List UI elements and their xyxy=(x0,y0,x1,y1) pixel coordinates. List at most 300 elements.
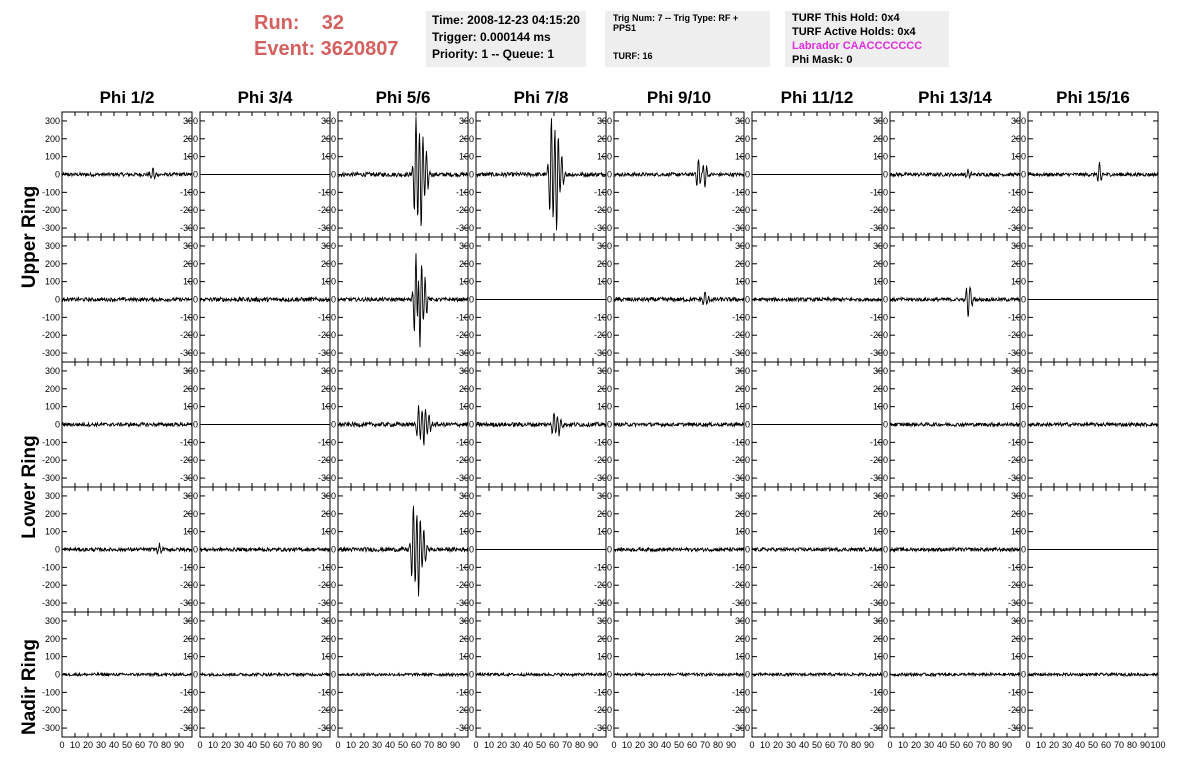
y-tick-label: 200 xyxy=(872,133,888,144)
y-tick-label: -300 xyxy=(179,348,198,359)
y-tick-label: 300 xyxy=(458,615,474,626)
x-tick-label: 60 xyxy=(962,740,974,750)
y-tick-label: -300 xyxy=(731,473,750,484)
y-tick-label: 200 xyxy=(320,133,336,144)
trigger-label: Trigger: 0.000144 ms xyxy=(432,30,551,44)
x-tick-label: 50 xyxy=(121,740,133,750)
y-tick-label: -100 xyxy=(41,687,60,698)
y-tick-label: 300 xyxy=(44,240,60,251)
y-tick-label: 100 xyxy=(734,151,750,162)
waveform-trace xyxy=(62,673,192,676)
y-tick-label: -300 xyxy=(869,723,888,734)
y-tick-label: -100 xyxy=(731,437,750,448)
phi-header: Phi 15/16 xyxy=(1056,88,1130,107)
x-tick-label: 30 xyxy=(1061,740,1073,750)
y-tick-label: -300 xyxy=(593,723,612,734)
y-tick-label: 300 xyxy=(182,490,198,501)
y-tick-label: 300 xyxy=(458,490,474,501)
y-tick-label: 200 xyxy=(596,633,612,644)
y-tick-label: -200 xyxy=(593,205,612,216)
y-tick-label: 300 xyxy=(1010,240,1026,251)
waveform-trace xyxy=(200,548,330,552)
y-tick-label: 300 xyxy=(1010,365,1026,376)
x-tick-label: 10 xyxy=(621,740,633,750)
y-tick-label: -100 xyxy=(179,312,198,323)
x-tick-label: 20 xyxy=(496,740,508,750)
y-tick-label: 100 xyxy=(182,651,198,662)
y-tick-label: -100 xyxy=(1007,562,1026,573)
y-tick-label: -100 xyxy=(593,187,612,198)
y-tick-label: -100 xyxy=(593,437,612,448)
y-tick-label: -100 xyxy=(593,312,612,323)
y-tick-label: 300 xyxy=(182,615,198,626)
y-tick-label: -200 xyxy=(317,705,336,716)
y-tick-label: -200 xyxy=(593,330,612,341)
y-tick-label: -200 xyxy=(1007,330,1026,341)
y-tick-label: 200 xyxy=(1010,508,1026,519)
x-tick-label: 90 xyxy=(1001,740,1013,750)
y-tick-label: 0 xyxy=(468,294,474,305)
y-tick-label: -100 xyxy=(179,687,198,698)
x-tick-label: 80 xyxy=(712,740,724,750)
y-tick-label: -200 xyxy=(731,705,750,716)
x-tick-label: 60 xyxy=(134,740,146,750)
y-tick-label: -100 xyxy=(455,187,474,198)
x-tick-label: 10 xyxy=(1035,740,1047,750)
y-tick-label: -300 xyxy=(731,723,750,734)
y-tick-label: 100 xyxy=(320,651,336,662)
y-tick-label: 300 xyxy=(44,490,60,501)
y-tick-label: -200 xyxy=(869,330,888,341)
y-tick-label: 200 xyxy=(596,258,612,269)
y-tick-label: 100 xyxy=(458,526,474,537)
phi-mask-label: Phi Mask: 0 xyxy=(792,54,853,66)
waveform-trace xyxy=(200,673,330,676)
y-tick-label: 0 xyxy=(1020,419,1026,430)
y-tick-label: 0 xyxy=(330,294,336,305)
x-tick-label: 20 xyxy=(82,740,94,750)
y-tick-label: 200 xyxy=(182,258,198,269)
x-tick-label: 70 xyxy=(1113,740,1125,750)
y-tick-label: 200 xyxy=(872,633,888,644)
y-tick-label: -100 xyxy=(455,687,474,698)
y-tick-label: -100 xyxy=(731,312,750,323)
x-tick-label: 40 xyxy=(1074,740,1086,750)
y-tick-label: 300 xyxy=(596,115,612,126)
x-tick-label: 0 xyxy=(197,740,203,750)
y-tick-label: -200 xyxy=(869,705,888,716)
x-tick-label: 60 xyxy=(272,740,284,750)
y-tick-label: 0 xyxy=(744,419,750,430)
y-tick-label: 200 xyxy=(320,383,336,394)
y-tick-label: 100 xyxy=(596,651,612,662)
x-tick-label: 30 xyxy=(95,740,107,750)
y-tick-label: 100 xyxy=(734,401,750,412)
y-tick-label: 100 xyxy=(182,151,198,162)
y-tick-label: -200 xyxy=(41,580,60,591)
y-tick-label: -300 xyxy=(179,723,198,734)
x-tick-label: 50 xyxy=(535,740,547,750)
y-tick-label: 0 xyxy=(882,294,888,305)
priority-label: Priority: 1 -- Queue: 1 xyxy=(432,47,555,61)
y-tick-label: 200 xyxy=(734,383,750,394)
y-tick-label: 0 xyxy=(192,294,198,305)
y-tick-label: 100 xyxy=(872,151,888,162)
y-tick-label: 0 xyxy=(54,544,60,555)
y-tick-label: 200 xyxy=(734,133,750,144)
y-tick-label: -300 xyxy=(869,598,888,609)
y-tick-label: 0 xyxy=(1020,169,1026,180)
turf-active-label: TURF Active Holds: 0x4 xyxy=(792,26,916,38)
y-tick-label: 100 xyxy=(458,151,474,162)
y-tick-label: -300 xyxy=(1007,223,1026,234)
y-tick-label: -100 xyxy=(869,312,888,323)
y-tick-label: -300 xyxy=(731,348,750,359)
y-tick-label: -100 xyxy=(455,312,474,323)
y-tick-label: -200 xyxy=(179,455,198,466)
x-tick-label: 50 xyxy=(673,740,685,750)
y-tick-label: 0 xyxy=(606,544,612,555)
y-tick-label: -100 xyxy=(455,437,474,448)
y-tick-label: -100 xyxy=(179,187,198,198)
waveform-trace xyxy=(890,548,1020,552)
y-tick-label: 100 xyxy=(734,651,750,662)
trig-num-label: Trig Num: 7 -- Trig Type: RF + PPS1 xyxy=(613,13,739,33)
y-tick-label: 300 xyxy=(596,615,612,626)
phi-header: Phi 11/12 xyxy=(780,88,854,107)
y-tick-label: -300 xyxy=(455,598,474,609)
y-tick-label: 100 xyxy=(182,276,198,287)
y-tick-label: -100 xyxy=(869,437,888,448)
y-tick-label: 300 xyxy=(320,115,336,126)
y-tick-label: -300 xyxy=(41,473,60,484)
y-tick-label: 0 xyxy=(882,669,888,680)
y-tick-label: -300 xyxy=(1007,473,1026,484)
y-tick-label: -200 xyxy=(869,580,888,591)
y-tick-label: 100 xyxy=(1010,526,1026,537)
x-tick-label: 80 xyxy=(1126,740,1138,750)
waveform-trace xyxy=(890,673,1020,676)
x-tick-label: 0 xyxy=(59,740,65,750)
y-tick-label: 100 xyxy=(1010,401,1026,412)
y-tick-label: 200 xyxy=(872,508,888,519)
y-tick-label: 300 xyxy=(872,115,888,126)
y-tick-label: 200 xyxy=(44,383,60,394)
y-tick-label: 0 xyxy=(468,669,474,680)
y-tick-label: 100 xyxy=(872,651,888,662)
y-tick-label: 0 xyxy=(606,669,612,680)
waveform-trace xyxy=(614,548,744,552)
y-tick-label: 0 xyxy=(744,294,750,305)
y-tick-label: 0 xyxy=(468,419,474,430)
y-tick-label: 200 xyxy=(734,508,750,519)
y-tick-label: 0 xyxy=(468,169,474,180)
y-tick-label: 200 xyxy=(320,633,336,644)
x-tick-label: 100 xyxy=(1150,740,1166,750)
y-tick-label: -300 xyxy=(869,348,888,359)
y-tick-label: -300 xyxy=(731,223,750,234)
y-tick-label: -300 xyxy=(593,598,612,609)
x-tick-label: 20 xyxy=(634,740,646,750)
y-tick-label: 300 xyxy=(44,365,60,376)
y-tick-label: 100 xyxy=(872,526,888,537)
x-tick-label: 40 xyxy=(522,740,534,750)
y-tick-label: 0 xyxy=(606,419,612,430)
y-tick-label: 300 xyxy=(320,240,336,251)
x-tick-label: 10 xyxy=(759,740,771,750)
y-tick-label: -300 xyxy=(41,223,60,234)
x-tick-label: 0 xyxy=(887,740,893,750)
y-tick-label: 200 xyxy=(596,508,612,519)
y-tick-label: 100 xyxy=(320,401,336,412)
y-tick-label: -100 xyxy=(41,187,60,198)
y-tick-label: -200 xyxy=(179,580,198,591)
y-tick-label: -300 xyxy=(869,223,888,234)
time-label: Time: 2008-12-23 04:15:20 xyxy=(432,13,580,27)
waveform-trace xyxy=(338,405,468,445)
y-tick-label: 300 xyxy=(872,490,888,501)
y-tick-label: -300 xyxy=(179,223,198,234)
y-tick-label: 300 xyxy=(734,115,750,126)
y-tick-label: 200 xyxy=(320,508,336,519)
y-tick-label: -200 xyxy=(593,705,612,716)
waveform-trace xyxy=(890,423,1020,427)
phi-header: Phi 13/14 xyxy=(918,88,992,107)
y-tick-label: -200 xyxy=(869,205,888,216)
y-tick-label: 200 xyxy=(872,258,888,269)
y-tick-label: -300 xyxy=(1007,723,1026,734)
x-tick-label: 80 xyxy=(988,740,1000,750)
y-tick-label: -200 xyxy=(41,330,60,341)
y-tick-label: -100 xyxy=(869,187,888,198)
x-tick-label: 40 xyxy=(798,740,810,750)
y-tick-label: 200 xyxy=(458,508,474,519)
waveform-trace xyxy=(476,118,606,230)
y-tick-label: 0 xyxy=(330,169,336,180)
y-tick-label: -300 xyxy=(41,348,60,359)
x-tick-label: 20 xyxy=(220,740,232,750)
y-tick-label: 300 xyxy=(734,365,750,376)
y-tick-label: 100 xyxy=(596,401,612,412)
x-tick-label: 40 xyxy=(384,740,396,750)
y-tick-label: 0 xyxy=(744,669,750,680)
phi-header: Phi 7/8 xyxy=(513,88,569,107)
y-tick-label: 300 xyxy=(1010,115,1026,126)
y-tick-label: 200 xyxy=(1010,258,1026,269)
waveform-trace xyxy=(752,298,882,302)
x-tick-label: 90 xyxy=(449,740,461,750)
y-tick-label: 0 xyxy=(1020,544,1026,555)
waveform-trace xyxy=(338,673,468,676)
y-tick-label: -300 xyxy=(455,723,474,734)
y-tick-label: 200 xyxy=(182,133,198,144)
y-tick-label: -300 xyxy=(41,598,60,609)
waveform-trace xyxy=(614,160,744,188)
y-tick-label: 0 xyxy=(468,544,474,555)
y-tick-label: 0 xyxy=(1020,669,1026,680)
x-tick-label: 90 xyxy=(173,740,185,750)
y-tick-label: -300 xyxy=(317,348,336,359)
y-tick-label: 0 xyxy=(192,669,198,680)
x-tick-label: 0 xyxy=(611,740,617,750)
y-tick-label: -200 xyxy=(179,205,198,216)
waveform-trace xyxy=(1028,673,1158,676)
y-tick-label: 200 xyxy=(458,383,474,394)
y-tick-label: 300 xyxy=(182,115,198,126)
x-tick-label: 0 xyxy=(473,740,479,750)
y-tick-label: 200 xyxy=(458,633,474,644)
y-tick-label: -200 xyxy=(317,580,336,591)
x-tick-label: 10 xyxy=(207,740,219,750)
waveform-trace xyxy=(200,297,330,301)
y-tick-label: -200 xyxy=(317,330,336,341)
y-tick-label: 300 xyxy=(734,490,750,501)
y-tick-label: 100 xyxy=(320,526,336,537)
y-tick-label: 300 xyxy=(44,115,60,126)
waveform-trace xyxy=(614,673,744,676)
y-tick-label: 200 xyxy=(734,258,750,269)
y-tick-label: -300 xyxy=(455,473,474,484)
y-tick-label: 100 xyxy=(734,276,750,287)
x-tick-label: 40 xyxy=(936,740,948,750)
x-tick-label: 10 xyxy=(69,740,81,750)
y-tick-label: 100 xyxy=(458,401,474,412)
y-tick-label: -100 xyxy=(869,562,888,573)
x-tick-label: 30 xyxy=(923,740,935,750)
y-tick-label: -300 xyxy=(1007,348,1026,359)
y-tick-label: 100 xyxy=(1010,276,1026,287)
x-tick-label: 20 xyxy=(910,740,922,750)
y-tick-label: -300 xyxy=(869,473,888,484)
x-tick-label: 60 xyxy=(1100,740,1112,750)
x-tick-label: 50 xyxy=(259,740,271,750)
y-tick-label: -300 xyxy=(179,598,198,609)
waveform-trace xyxy=(752,548,882,552)
y-tick-label: 300 xyxy=(734,615,750,626)
y-tick-label: 300 xyxy=(320,615,336,626)
y-tick-label: 200 xyxy=(1010,133,1026,144)
x-tick-label: 50 xyxy=(949,740,961,750)
y-tick-label: -100 xyxy=(731,562,750,573)
y-tick-label: 0 xyxy=(1020,294,1026,305)
y-tick-label: 200 xyxy=(596,383,612,394)
y-tick-label: -200 xyxy=(593,455,612,466)
x-tick-label: 70 xyxy=(699,740,711,750)
y-tick-label: 0 xyxy=(192,544,198,555)
phi-header: Phi 9/10 xyxy=(646,88,712,107)
y-tick-label: 300 xyxy=(734,240,750,251)
x-tick-label: 50 xyxy=(1087,740,1099,750)
y-tick-label: 100 xyxy=(872,276,888,287)
x-tick-label: 10 xyxy=(897,740,909,750)
ring-label: Lower Ring xyxy=(19,435,40,539)
x-tick-label: 80 xyxy=(850,740,862,750)
y-tick-label: -200 xyxy=(455,455,474,466)
x-tick-label: 60 xyxy=(686,740,698,750)
y-tick-label: -300 xyxy=(731,598,750,609)
y-tick-label: 0 xyxy=(54,419,60,430)
x-tick-label: 50 xyxy=(397,740,409,750)
waveform-trace xyxy=(62,423,192,427)
y-tick-label: 100 xyxy=(872,401,888,412)
y-tick-label: 100 xyxy=(734,526,750,537)
y-tick-label: 100 xyxy=(182,526,198,537)
waveform-trace xyxy=(614,292,744,305)
y-tick-label: 300 xyxy=(458,115,474,126)
y-tick-label: -300 xyxy=(593,473,612,484)
waveform-trace xyxy=(338,253,468,347)
x-tick-label: 0 xyxy=(335,740,341,750)
x-tick-label: 70 xyxy=(285,740,297,750)
y-tick-label: 200 xyxy=(458,258,474,269)
y-tick-label: 200 xyxy=(44,133,60,144)
y-tick-label: -100 xyxy=(731,187,750,198)
y-tick-label: 0 xyxy=(54,669,60,680)
y-tick-label: -200 xyxy=(1007,705,1026,716)
y-tick-label: 100 xyxy=(44,401,60,412)
y-tick-label: -200 xyxy=(593,580,612,591)
x-tick-label: 20 xyxy=(358,740,370,750)
y-tick-label: -100 xyxy=(179,562,198,573)
y-tick-label: 0 xyxy=(882,544,888,555)
event-label: Event: 3620807 xyxy=(254,38,399,60)
waveform-trace xyxy=(890,169,1020,179)
x-tick-label: 40 xyxy=(108,740,120,750)
y-tick-label: -100 xyxy=(41,312,60,323)
x-tick-label: 80 xyxy=(298,740,310,750)
y-tick-label: 200 xyxy=(182,383,198,394)
y-tick-label: -200 xyxy=(455,580,474,591)
y-tick-label: 300 xyxy=(44,615,60,626)
y-tick-label: -200 xyxy=(41,705,60,716)
ring-label: Upper Ring xyxy=(19,185,40,289)
y-tick-label: -200 xyxy=(317,205,336,216)
y-tick-label: -100 xyxy=(1007,437,1026,448)
y-tick-label: 300 xyxy=(320,490,336,501)
y-tick-label: -100 xyxy=(317,687,336,698)
y-tick-label: -200 xyxy=(179,705,198,716)
y-tick-label: 300 xyxy=(182,365,198,376)
y-tick-label: -300 xyxy=(455,348,474,359)
waveform-trace xyxy=(338,117,468,226)
y-tick-label: 100 xyxy=(44,276,60,287)
y-tick-label: -100 xyxy=(731,687,750,698)
y-tick-label: -200 xyxy=(1007,580,1026,591)
y-tick-label: 100 xyxy=(596,276,612,287)
y-tick-label: -300 xyxy=(317,223,336,234)
y-tick-label: 0 xyxy=(744,544,750,555)
y-tick-label: -100 xyxy=(1007,687,1026,698)
y-tick-label: -100 xyxy=(41,562,60,573)
y-tick-label: -200 xyxy=(455,205,474,216)
y-tick-label: 200 xyxy=(1010,633,1026,644)
x-tick-label: 20 xyxy=(1048,740,1060,750)
y-tick-label: 200 xyxy=(44,633,60,644)
waveform-trace xyxy=(1028,423,1158,427)
x-tick-label: 30 xyxy=(371,740,383,750)
y-tick-label: -200 xyxy=(731,455,750,466)
y-tick-label: -100 xyxy=(41,437,60,448)
y-tick-label: 200 xyxy=(1010,383,1026,394)
waveform-trace xyxy=(614,423,744,427)
y-tick-label: 0 xyxy=(330,544,336,555)
x-tick-label: 30 xyxy=(785,740,797,750)
x-tick-label: 50 xyxy=(811,740,823,750)
y-tick-label: 0 xyxy=(330,419,336,430)
y-tick-label: -100 xyxy=(869,687,888,698)
y-tick-label: 200 xyxy=(872,383,888,394)
waveform-trace xyxy=(62,298,192,302)
